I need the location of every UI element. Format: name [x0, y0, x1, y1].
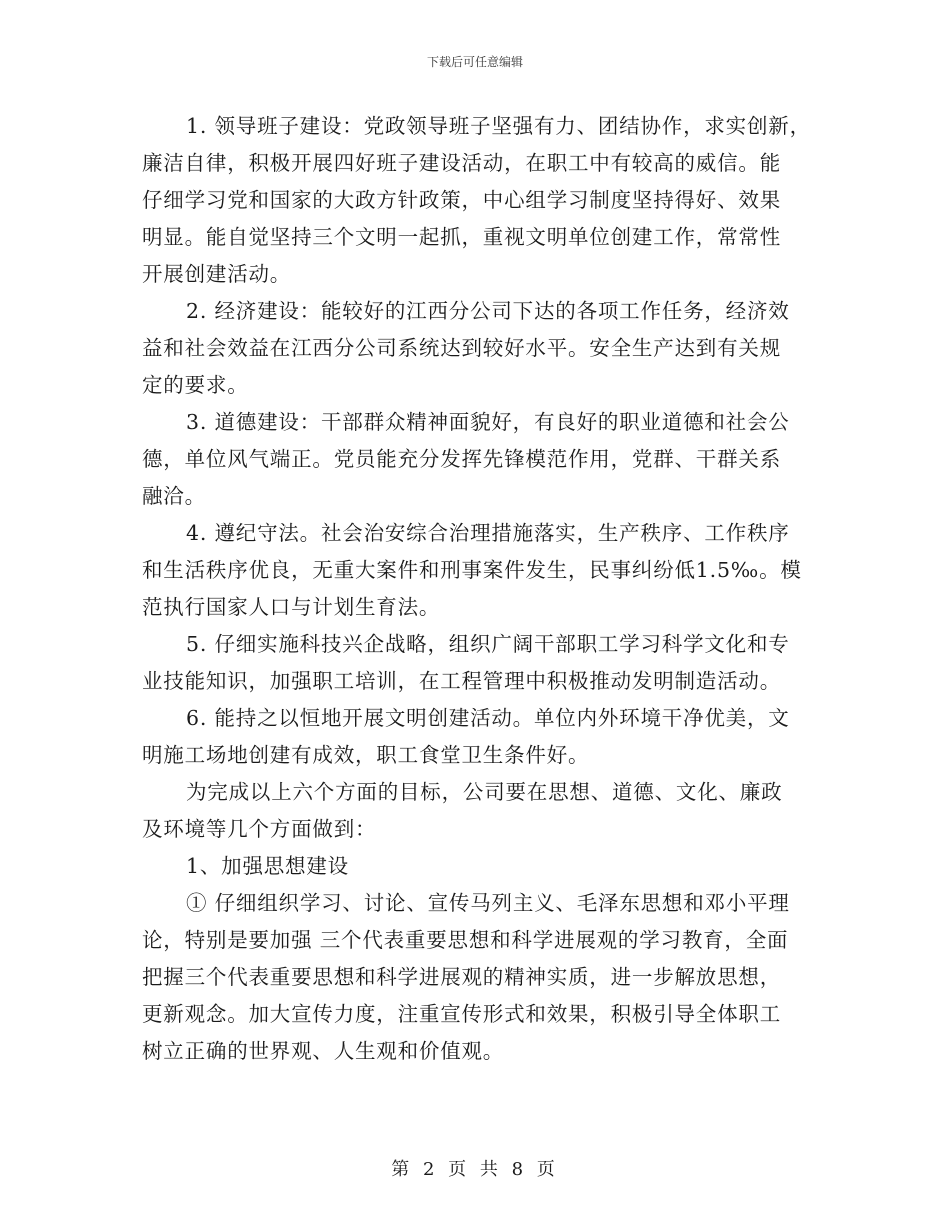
paragraph-line: 德，单位风气端正。党员能充分发挥先锋模范作用，党群、干群关系 [142, 447, 781, 471]
paragraph [142, 848, 812, 885]
paragraph-line: 和生活秩序优良，无重大案件和刑事案件发生，民事纠纷低1.5‰。模 [142, 558, 802, 582]
paragraph-line: 把握三个代表重要思想和科学进展观的精神实质，进一步解放思想， [142, 965, 781, 989]
paragraph-line: 融洽。 [142, 484, 206, 508]
paragraph [142, 108, 812, 293]
paragraph-line: 明施工场地创建有成效，职工食堂卫生条件好。 [142, 743, 590, 767]
paragraph-line: 及环境等几个方面做到： [142, 817, 377, 841]
paragraph-line: 业技能知识，加强职工培训，在工程管理中积极推动发明制造活动。 [142, 669, 781, 693]
paragraph-line: 1、加强思想建设 [186, 854, 349, 878]
paragraph-line: 2. 经济建设：能较好的江西分公司下达的各项工作任务，经济效 [186, 299, 790, 323]
paragraph-line: 树立正确的世界观、人生观和价值观。 [142, 1039, 505, 1063]
paragraph-line: 3. 道德建设：干部群众精神面貌好，有良好的职业道德和社会公 [186, 410, 790, 434]
paragraph-line: 为完成以上六个方面的目标，公司要在思想、道德、文化、廉政 [186, 780, 783, 804]
paragraph-line: 廉洁自律，积极开展四好班子建设活动，在职工中有较高的威信。能 [142, 151, 781, 175]
paragraph-line: ① 仔细组织学习、讨论、宣传马列主义、毛泽东思想和邓小平理 [186, 891, 790, 915]
paragraph [142, 774, 812, 848]
paragraph [142, 293, 812, 404]
page-header: 下载后可任意编辑 [426, 55, 523, 69]
paragraph-line: 更新观念。加大宣传力度，注重宣传形式和效果，积极引导全体职工 [142, 1002, 781, 1026]
paragraph-line: 范执行国家人口与计划生育法。 [142, 595, 441, 619]
paragraph-line: 1. 领导班子建设：党政领导班子坚强有力、团结协作，求实创新， [186, 114, 811, 138]
paragraph-line: 益和社会效益在江西分公司系统达到较好水平。安全生产达到有关规 [142, 336, 781, 360]
paragraph-line: 定的要求。 [142, 373, 249, 397]
paragraph [142, 515, 812, 626]
page-footer: 第 2 页 共 8 页 [391, 1159, 559, 1180]
paragraph-line: 5. 仔细实施科技兴企战略，组织广阔干部职工学习科学文化和专 [186, 632, 790, 656]
paragraph-line: 6. 能持之以恒地开展文明创建活动。单位内外环境干净优美，文 [186, 706, 790, 730]
paragraph [142, 626, 812, 700]
paragraph-line: 开展创建活动。 [142, 262, 292, 286]
paragraph [142, 404, 812, 515]
document-body [142, 108, 812, 1070]
paragraph-line: 明显。能自觉坚持三个文明一起抓，重视文明单位创建工作，常常性 [142, 225, 781, 249]
paragraph [142, 700, 812, 774]
paragraph-line: 仔细学习党和国家的大政方针政策，中心组学习制度坚持得好、效果 [142, 188, 781, 212]
paragraph-line: 4. 遵纪守法。社会治安综合治理措施落实，生产秩序、工作秩序 [186, 521, 790, 545]
paragraph [142, 885, 812, 1070]
paragraph-line: 论，特别是要加强 三个代表重要思想和科学进展观的学习教育，全面 [142, 928, 789, 952]
